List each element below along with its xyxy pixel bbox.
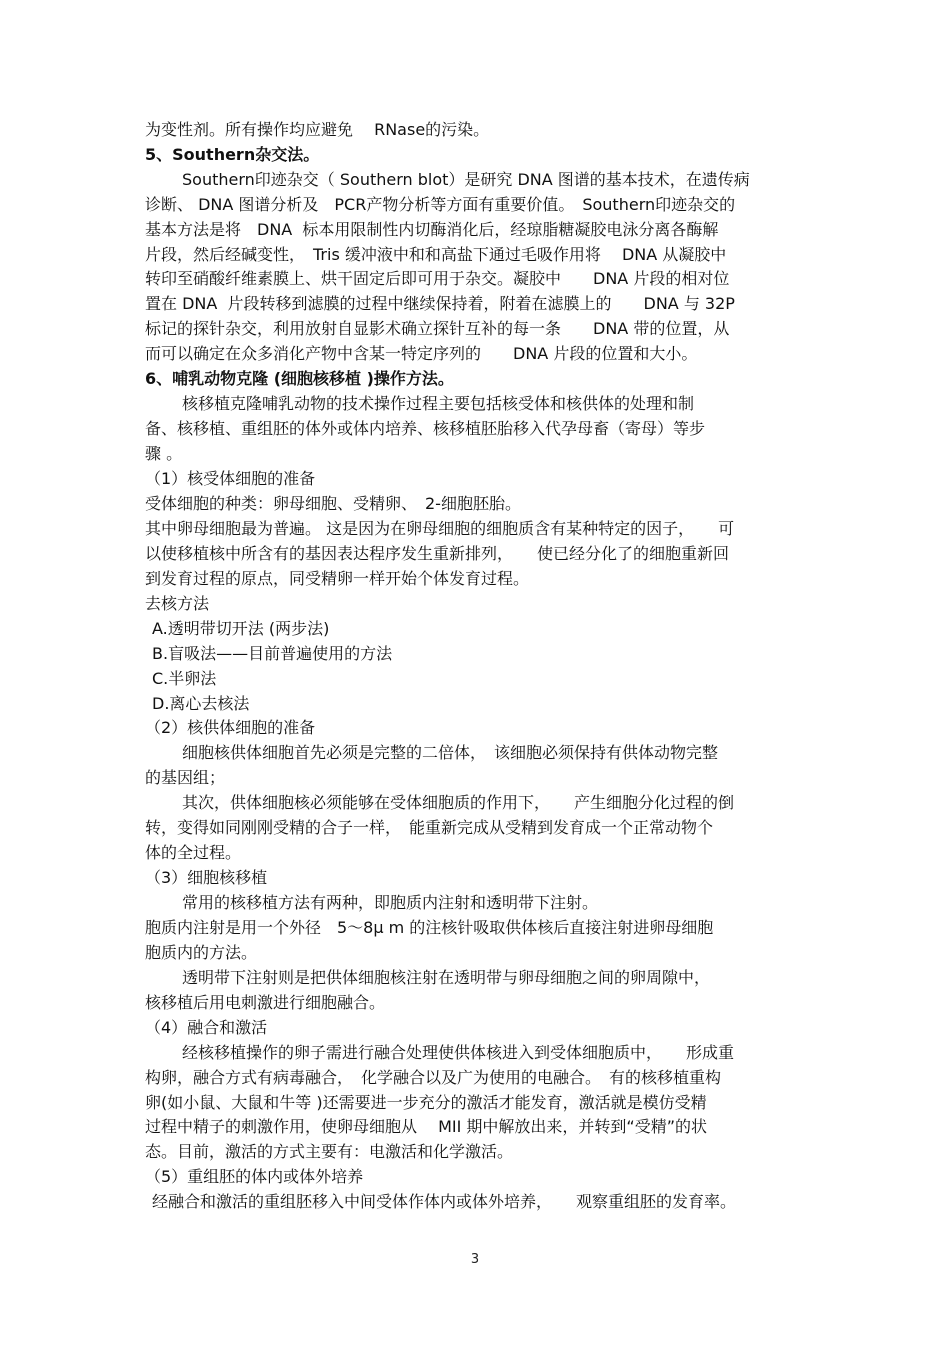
text-line: 标记的探针杂交，利用放射自显影术确立探针互补的每一条 DNA 带的位置，从 bbox=[145, 319, 730, 338]
text-line: 态。目前，激活的方式主要有：电激活和化学激活。 bbox=[145, 1142, 514, 1161]
list-item: A.透明带切开法 (两步法) bbox=[152, 619, 330, 638]
text-line: 的基因组； bbox=[145, 768, 226, 787]
text-line: 构卵，融合方式有病毒融合， 化学融合以及广为使用的电融合。 有的核移植重构 bbox=[145, 1068, 722, 1087]
text-line: 核移植克隆哺乳动物的技术操作过程主要包括核受体和核供体的处理和制 bbox=[182, 394, 695, 413]
text-line: 到发育过程的原点，同受精卵一样开始个体发育过程。 bbox=[145, 569, 530, 588]
text-line: 备、核移植、重组胚的体外或体内培养、核移植胚胎移入代孕母畜（寄母）等步 bbox=[145, 419, 706, 438]
subsection-heading: （5）重组胚的体内或体外培养 bbox=[145, 1167, 364, 1186]
subsection-heading: （4）融合和激活 bbox=[145, 1018, 268, 1037]
text-line: 受体细胞的种类：卵母细胞、受精卵、 2-细胞胚胎。 bbox=[145, 494, 521, 513]
subsection-heading: （1）核受体细胞的准备 bbox=[145, 469, 316, 488]
section-heading: 5、Southern杂交法。 bbox=[145, 145, 320, 164]
text-line: 胞质内注射是用一个外径 5～8μ m 的注核针吸取供体核后直接注射进卵母细胞 bbox=[145, 918, 714, 937]
text-line: 为变性剂。所有操作均应避免 RNase的污染。 bbox=[145, 120, 490, 139]
section-heading: 6、哺乳动物克隆 (细胞核移植 )操作方法。 bbox=[145, 369, 454, 388]
text-line: 转，变得如同刚刚受精的合子一样， 能重新完成从受精到发育成一个正常动物个 bbox=[145, 818, 714, 837]
text-line: 常用的核移植方法有两种，即胞质内注射和透明带下注射。 bbox=[182, 893, 599, 912]
text-line: 体的全过程。 bbox=[145, 843, 242, 862]
text-line: 胞质内的方法。 bbox=[145, 943, 258, 962]
text-line: 细胞核供体细胞首先必须是完整的二倍体， 该细胞必须保持有供体动物完整 bbox=[182, 743, 719, 762]
text-line: 转印至硝酸纤维素膜上、烘干固定后即可用于杂交。凝胶中 DNA 片段的相对位 bbox=[145, 269, 730, 288]
list-item: D.离心去核法 bbox=[152, 694, 250, 713]
text-line: 基本方法是将 DNA 标本用限制性内切酶消化后，经琼脂糖凝胶电泳分离各酶解 bbox=[145, 220, 719, 239]
text-line: 卵(如小鼠、大鼠和牛等 )还需要进一步充分的激活才能发育，激活就是模仿受精 bbox=[145, 1093, 707, 1112]
text-line: 骤 。 bbox=[145, 444, 183, 463]
text-line: 而可以确定在众多消化产物中含某一特定序列的 DNA 片段的位置和大小。 bbox=[145, 344, 698, 363]
text-line: 透明带下注射则是把供体细胞核注射在透明带与卵母细胞之间的卵周隙中， bbox=[182, 968, 711, 987]
text-line: 核移植后用电刺激进行细胞融合。 bbox=[145, 993, 386, 1012]
page-number: 3 bbox=[470, 1252, 480, 1267]
text-line: 置在 DNA 片段转移到滤膜的过程中继续保持着，附着在滤膜上的 DNA 与 32P bbox=[145, 294, 735, 313]
subsection-heading: （3）细胞核移植 bbox=[145, 868, 268, 887]
text-line: 其中卵母细胞最为普遍。 这是因为在卵母细胞的细胞质含有某种特定的因子， 可 bbox=[145, 519, 735, 538]
text-line: 以使移植核中所含有的基因表达程序发生重新排列， 使已经分化了的细胞重新回 bbox=[145, 544, 730, 563]
list-item: C.半卵法 bbox=[152, 669, 217, 688]
list-item: B.盲吸法——目前普遍使用的方法 bbox=[152, 644, 393, 663]
text-line: 过程中精子的刺激作用，使卵母细胞从 MII 期中解放出来，并转到“受精”的状 bbox=[145, 1117, 707, 1136]
text-line: 经核移植操作的卵子需进行融合处理使供体核进入到受体细胞质中， 形成重 bbox=[182, 1043, 735, 1062]
text-line: 去核方法 bbox=[145, 594, 210, 613]
text-line: Southern印迹杂交（ Southern blot）是研究 DNA 图谱的基本技术，在遗传病 bbox=[182, 170, 750, 189]
text-line: 经融合和激活的重组胚移入中间受体作体内或体外培养， 观察重组胚的发育率。 bbox=[152, 1192, 737, 1211]
text-line: 诊断、 DNA 图谱分析及 PCR产物分析等方面有重要价值。 Southern印迹杂交的 bbox=[145, 195, 736, 214]
text-line: 其次，供体细胞核必须能够在受体细胞质的作用下， 产生细胞分化过程的倒 bbox=[182, 793, 735, 812]
subsection-heading: （2）核供体细胞的准备 bbox=[145, 718, 316, 737]
text-line: 片段，然后经碱变性， Tris 缓冲液中和和高盐下通过毛吸作用将 DNA 从凝胶中 bbox=[145, 245, 727, 264]
